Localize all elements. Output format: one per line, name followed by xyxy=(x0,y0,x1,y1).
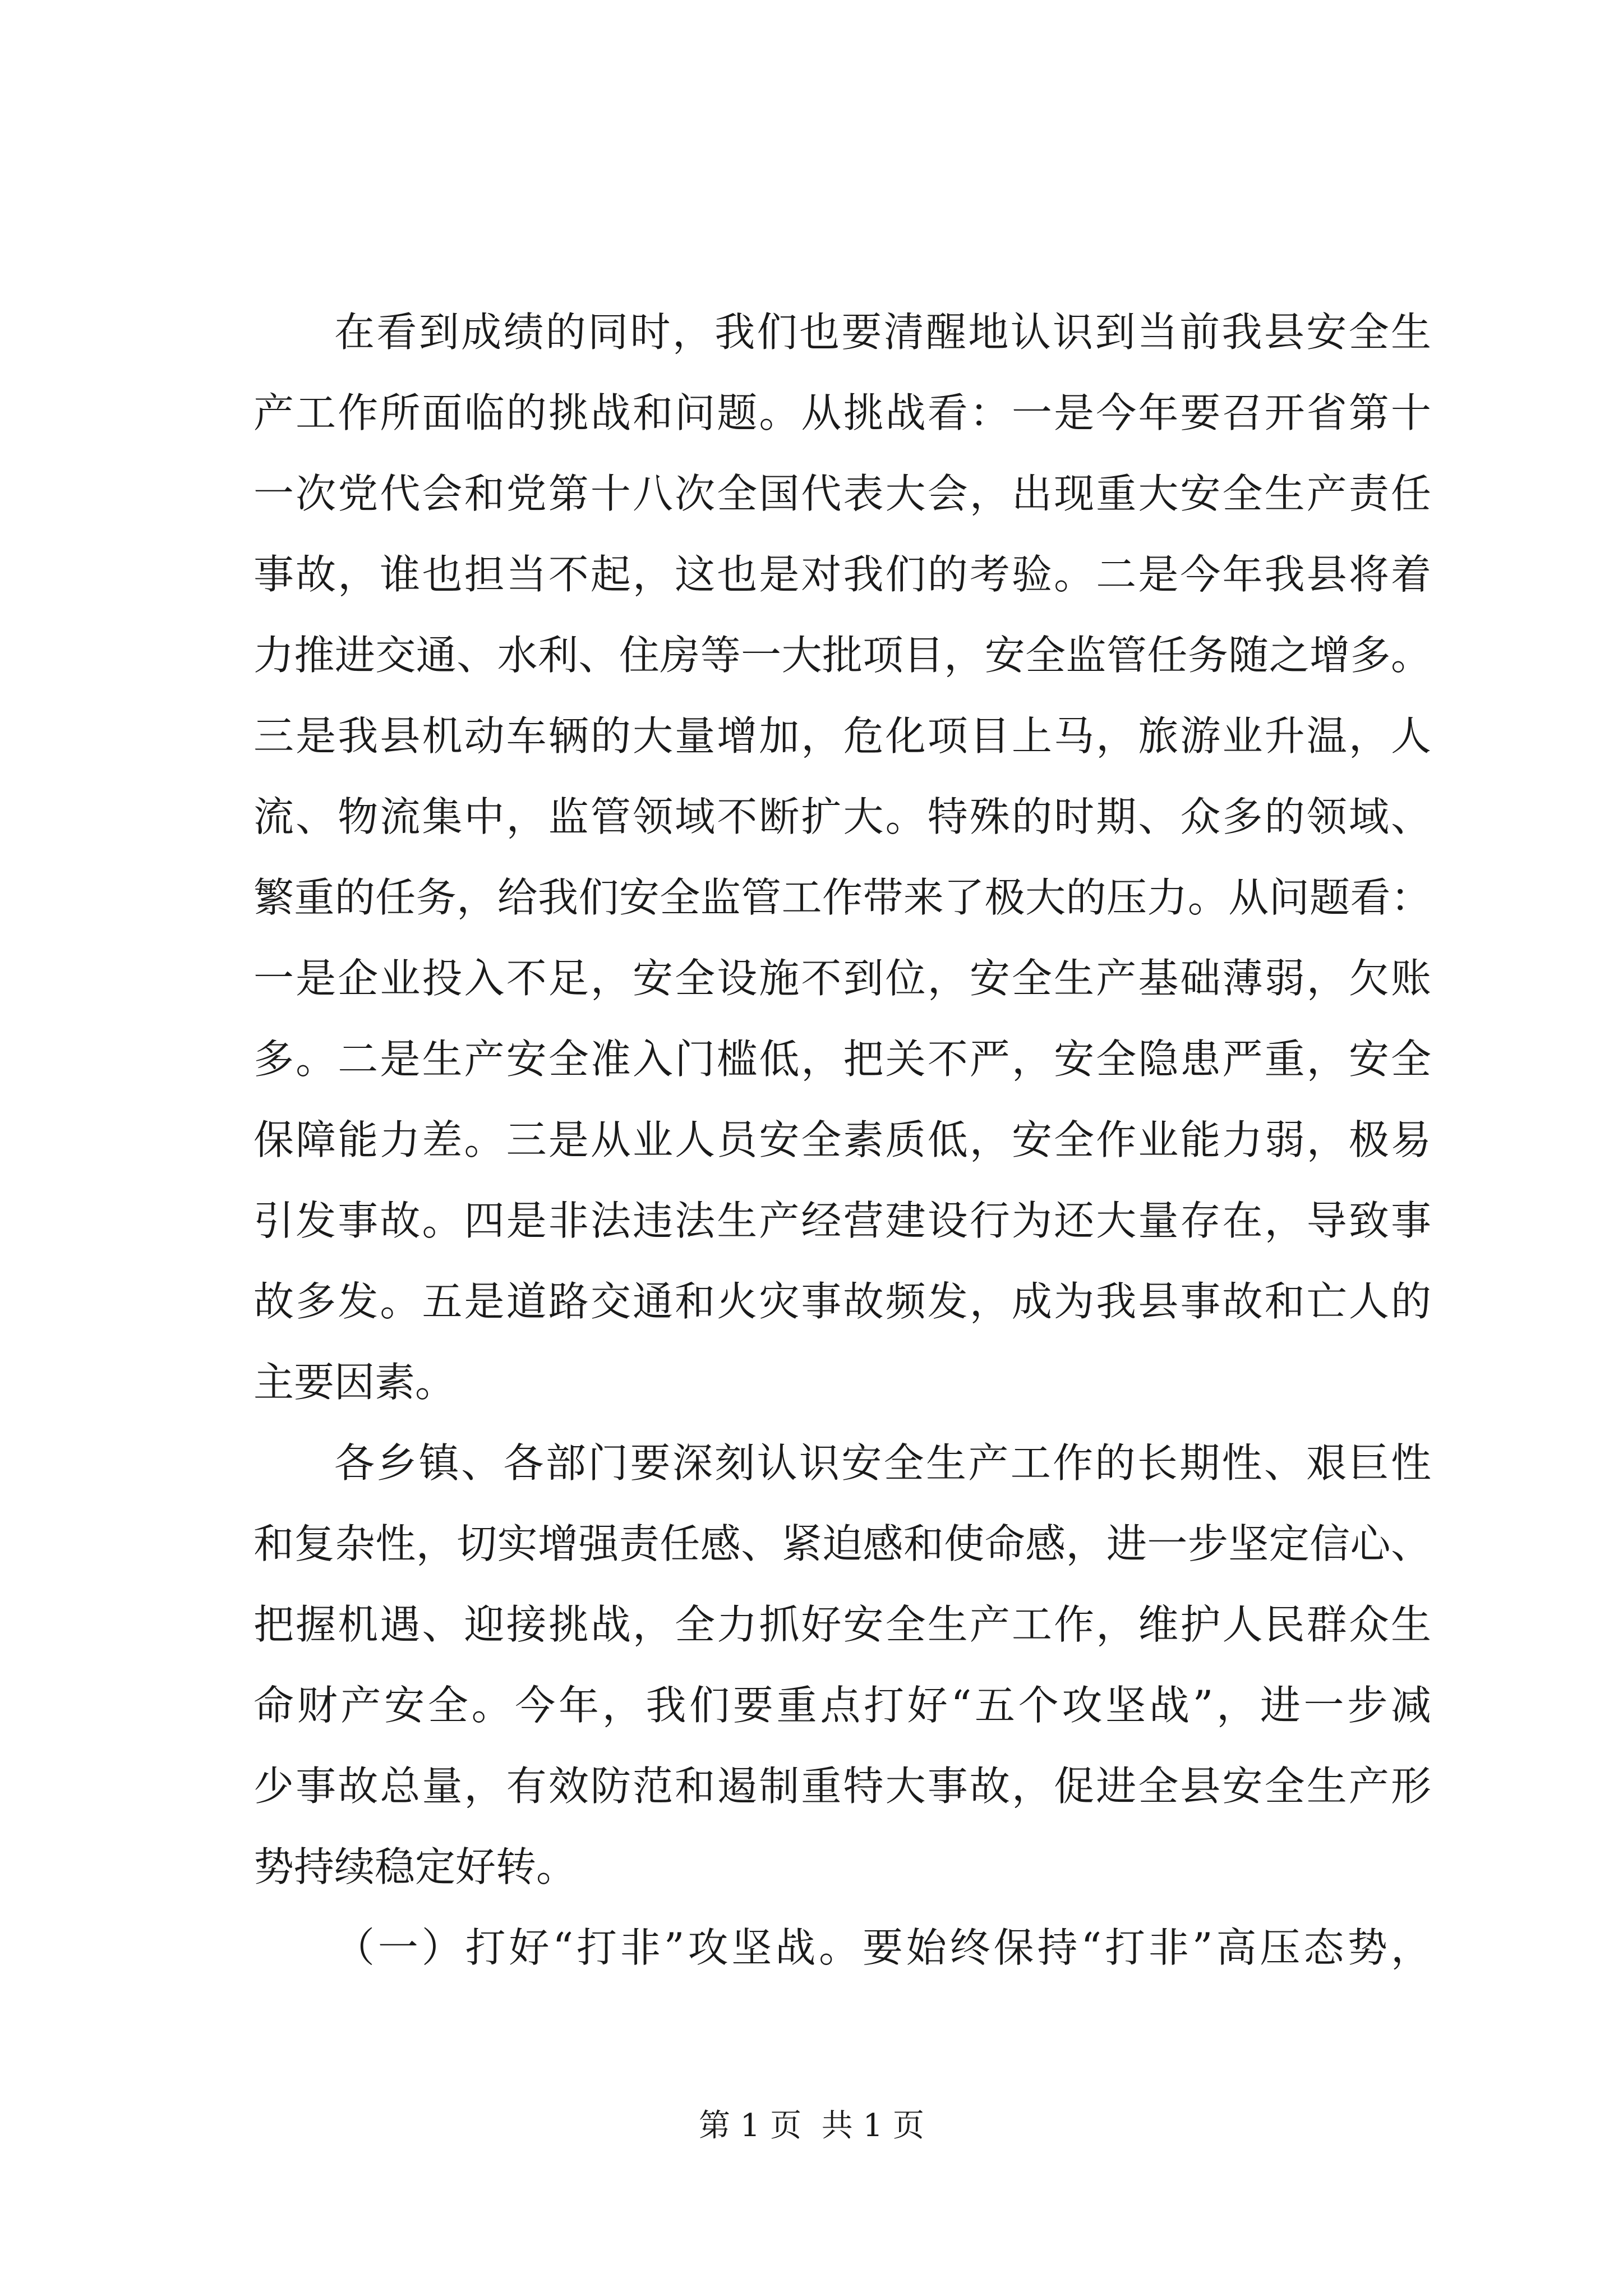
paragraph-requirements xyxy=(253,1423,1431,1907)
text-line: 引发事故。四是非法违法生产经营建设行为还大量存在，导致事 xyxy=(253,1197,1431,1244)
text-line: 势持续稳定好转。 xyxy=(253,1843,577,1890)
text-line: 把握机遇、迎接挑战，全力抓好安全生产工作，维护人民群众生 xyxy=(253,1601,1431,1648)
page-number-label: 第 1 页 共 1 页 xyxy=(698,2108,925,2144)
text-line: 流、物流集中，监管领域不断扩大。特殊的时期、众多的领域、 xyxy=(253,793,1431,840)
text-line: 各乡镇、各部门要深刻认识安全生产工作的长期性、艰巨性 xyxy=(334,1439,1431,1487)
paragraph-section-one xyxy=(253,1907,1431,1988)
text-line: 多。二是生产安全准入门槛低，把关不严，安全隐患严重，安全 xyxy=(253,1036,1431,1083)
text-line: 一次党代会和党第十八次全国代表大会，出现重大安全生产责任 xyxy=(253,470,1431,517)
text-line: （一）打好“打非”攻坚战。要始终保持“打非”高压态势， xyxy=(334,1924,1431,1971)
text-line: 少事故总量，有效防范和遏制重特大事故，促进全县安全生产形 xyxy=(253,1763,1431,1810)
text-line: 产工作所面临的挑战和问题。从挑战看：一是今年要召开省第十 xyxy=(253,389,1431,436)
page-footer xyxy=(0,2104,1623,2148)
document-body xyxy=(253,292,1431,1988)
text-line: 事故，谁也担当不起，这也是对我们的考验。二是今年我县将着 xyxy=(253,551,1431,598)
text-line: 故多发。五是道路交通和火灾事故频发，成为我县事故和亡人的 xyxy=(253,1278,1431,1325)
text-line: 保障能力差。三是从业人员安全素质低，安全作业能力弱，极易 xyxy=(253,1116,1431,1163)
text-line: 命财产安全。今年，我们要重点打好“五个攻坚战”，进一步减 xyxy=(253,1682,1431,1729)
text-line: 主要因素。 xyxy=(253,1359,456,1406)
text-line: 在看到成绩的同时，我们也要清醒地认识到当前我县安全生 xyxy=(334,309,1431,356)
text-line: 一是企业投入不足，安全设施不到位，安全生产基础薄弱，欠账 xyxy=(253,955,1431,1002)
text-line: 力推进交通、水利、住房等一大批项目，安全监管任务随之增多。 xyxy=(253,632,1431,679)
text-line: 和复杂性，切实增强责任感、紧迫感和使命感，进一步坚定信心、 xyxy=(253,1520,1431,1567)
text-line: 繁重的任务，给我们安全监管工作带来了极大的压力。从问题看： xyxy=(253,874,1431,921)
text-line: 三是我县机动车辆的大量增加，危化项目上马，旅游业升温，人 xyxy=(253,712,1431,760)
paragraph-challenges xyxy=(253,292,1431,1423)
